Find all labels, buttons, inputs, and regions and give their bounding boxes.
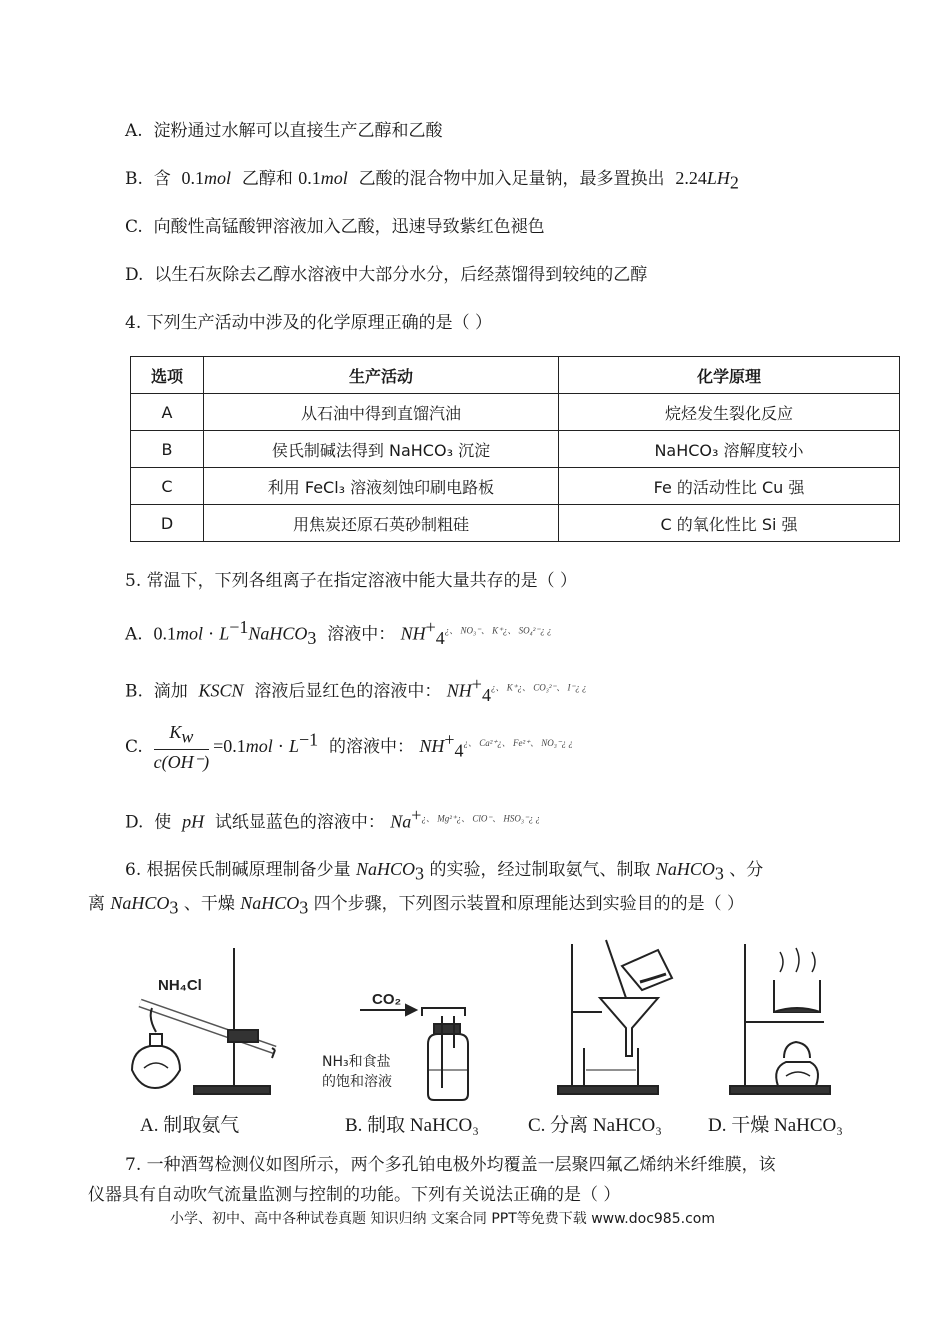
table-header-row [131,357,900,394]
caption-b: B. 制取 NaHCO₃ [345,1115,479,1136]
q6-stem-line2: 离 NaHCO$_3$ 、干燥 NaHCO$_3$ 四个步骤，下列图示装置和原理能达到实验目的的是（ ） [88,893,745,918]
table-row [131,394,900,431]
nh3-solution-label-2: 的饱和溶液 [322,1074,392,1090]
cell-activity: 用焦炭还原石英砂制粗硅 [204,505,559,542]
q5-option-d: D. 使 pH 试纸显蓝色的溶液中： $Na^{+¿、 Mg^{2+}¿、 ClO^-、 HSO_3^-¿ ¿}$ [125,805,541,833]
caption-d: D. 干燥 NaHCO₃ [708,1115,843,1136]
cell-activity: 从石油中得到直馏汽油 [204,394,559,431]
header-activity: 生产活动 [204,357,559,394]
q6-stem-line1: 6. 根据侯氏制碱原理制备少量 NaHCO$_3$ 的实验，经过制取氨气、制取 NaHCO$_3$ 、分 [125,859,764,884]
q3-option-b: B. 含 0.1mol 乙醇和 0.1mol 乙酸的混合物中加入足量钠，最多置换出 $2.24LH_2$ [125,168,739,193]
cell-principle: Fe 的活动性比 Cu 强 [559,468,900,505]
q3-option-d: D. 以生石灰除去乙醇水溶液中大部分水分，后经蒸馏得到较纯的乙醇 [125,265,648,285]
figure-a-apparatus [132,948,275,1094]
q3-option-a: A. 淀粉通过水解可以直接生产乙醇和乙酸 [125,121,443,141]
cell-option: D [131,505,204,542]
q4-stem: 4. 下列生产活动中涉及的化学原理正确的是（ ） [125,313,493,333]
q5-option-b: B. 滴加 KSCN 溶液后显红色的溶液中： $NH^+_4^{¿、 K^+¿、 CO_3^{2-}、 I^-¿ ¿}$ [125,674,587,706]
cell-principle: C 的氧化性比 Si 强 [559,505,900,542]
caption-a: A. 制取氨气 [140,1115,240,1136]
cell-activity: 利用 FeCl₃ 溶液刻蚀印刷电路板 [204,468,559,505]
caption-c: C. 分离 NaHCO₃ [528,1115,662,1136]
q3-option-c: C. 向酸性高锰酸钾溶液加入乙酸，迅速导致紫红色褪色 [125,217,545,237]
figure-c-apparatus [558,940,672,1094]
cell-activity: 侯氏制碱法得到 NaHCO₃ 沉淀 [204,431,559,468]
co2-label: CO₂ [372,991,402,1008]
cell-option: C [131,468,204,505]
q5-option-a: A. $0.1mol \cdot L^{-1}NaHCO_3$ 溶液中： $NH^+_4^{¿、 NO_3^-、 K^+¿、 SO_4^{2-}¿ ¿}$ [125,617,552,649]
page-footer: 小学、初中、高中各种试卷真题 知识归纳 文案合同 PPT等免费下载 www.doc985.com [170,1211,715,1227]
cell-principle: NaHCO₃ 溶解度较小 [559,431,900,468]
q4-table [130,356,900,542]
table-row [131,431,900,468]
nh4cl-label: NH₄Cl [158,977,202,994]
cell-option: A [131,394,204,431]
figure-d-apparatus [730,944,830,1094]
q5-stem: 5. 常温下，下列各组离子在指定溶液中能大量共存的是（ ） [125,571,578,591]
nh3-solution-label-1: NH₃和食盐 [322,1054,391,1070]
q7-stem-line1: 7. 一种酒驾检测仪如图所示，两个多孔铂电极外均覆盖一层聚四氟乙烯纳米纤维膜，该 [125,1155,776,1175]
cell-principle: 烷烃发生裂化反应 [559,394,900,431]
q7-stem-line2: 仪器具有自动吹气流量监测与控制的功能。下列有关说法正确的是（ ） [88,1185,621,1205]
cell-option: B [131,431,204,468]
apparatus-figures [110,938,870,1108]
kw-fraction: $\frac{K_w}{c(OH^-)}$ [153,722,210,773]
table-row [131,468,900,505]
header-principle: 化学原理 [559,357,900,394]
header-option: 选项 [131,357,204,394]
q5-option-c: C. $\frac{K_w}{c(OH^-)}$ $=0.1mol \cdot L^{-1}$ 的溶液中： $NH^+_4^{¿、 Ca^{2+}¿、 Fe^{2+}、 NO_3^-¿ ¿}$ [125,722,573,773]
table-row [131,505,900,542]
